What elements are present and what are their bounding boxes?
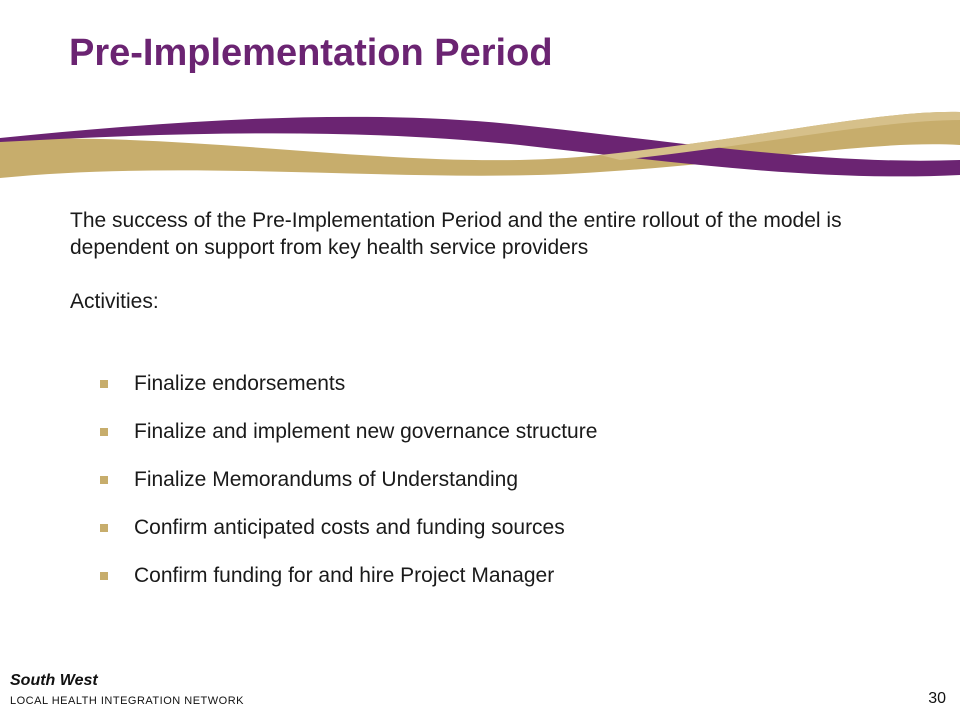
list-item-text: Finalize endorsements	[134, 372, 346, 395]
square-bullet-icon	[100, 476, 108, 484]
square-bullet-icon	[100, 428, 108, 436]
list-item-text: Confirm funding for and hire Project Manager	[134, 564, 555, 587]
list-item-text: Finalize Memorandums of Understanding	[134, 468, 519, 491]
list-item-text: Finalize and implement new governance structure	[134, 420, 598, 443]
decorative-swoosh	[0, 100, 960, 190]
page-number: 30	[928, 690, 946, 707]
square-bullet-icon	[100, 380, 108, 388]
footer-org-name: South West	[10, 672, 98, 689]
slide-title: Pre-Implementation Period	[69, 32, 553, 74]
activities-list	[100, 360, 597, 600]
list-item	[100, 552, 597, 600]
activities-label: Activities:	[70, 290, 159, 313]
list-item	[100, 504, 597, 552]
intro-paragraph: The success of the Pre-Implementation Period and the entire rollout of the model is dependent on support from key health service providers	[70, 209, 842, 259]
footer-org-subtitle: LOCAL HEALTH INTEGRATION NETWORK	[10, 695, 244, 707]
square-bullet-icon	[100, 524, 108, 532]
square-bullet-icon	[100, 572, 108, 580]
list-item	[100, 360, 597, 408]
list-item-text: Confirm anticipated costs and funding sources	[134, 516, 565, 539]
list-item	[100, 408, 597, 456]
list-item	[100, 456, 597, 504]
